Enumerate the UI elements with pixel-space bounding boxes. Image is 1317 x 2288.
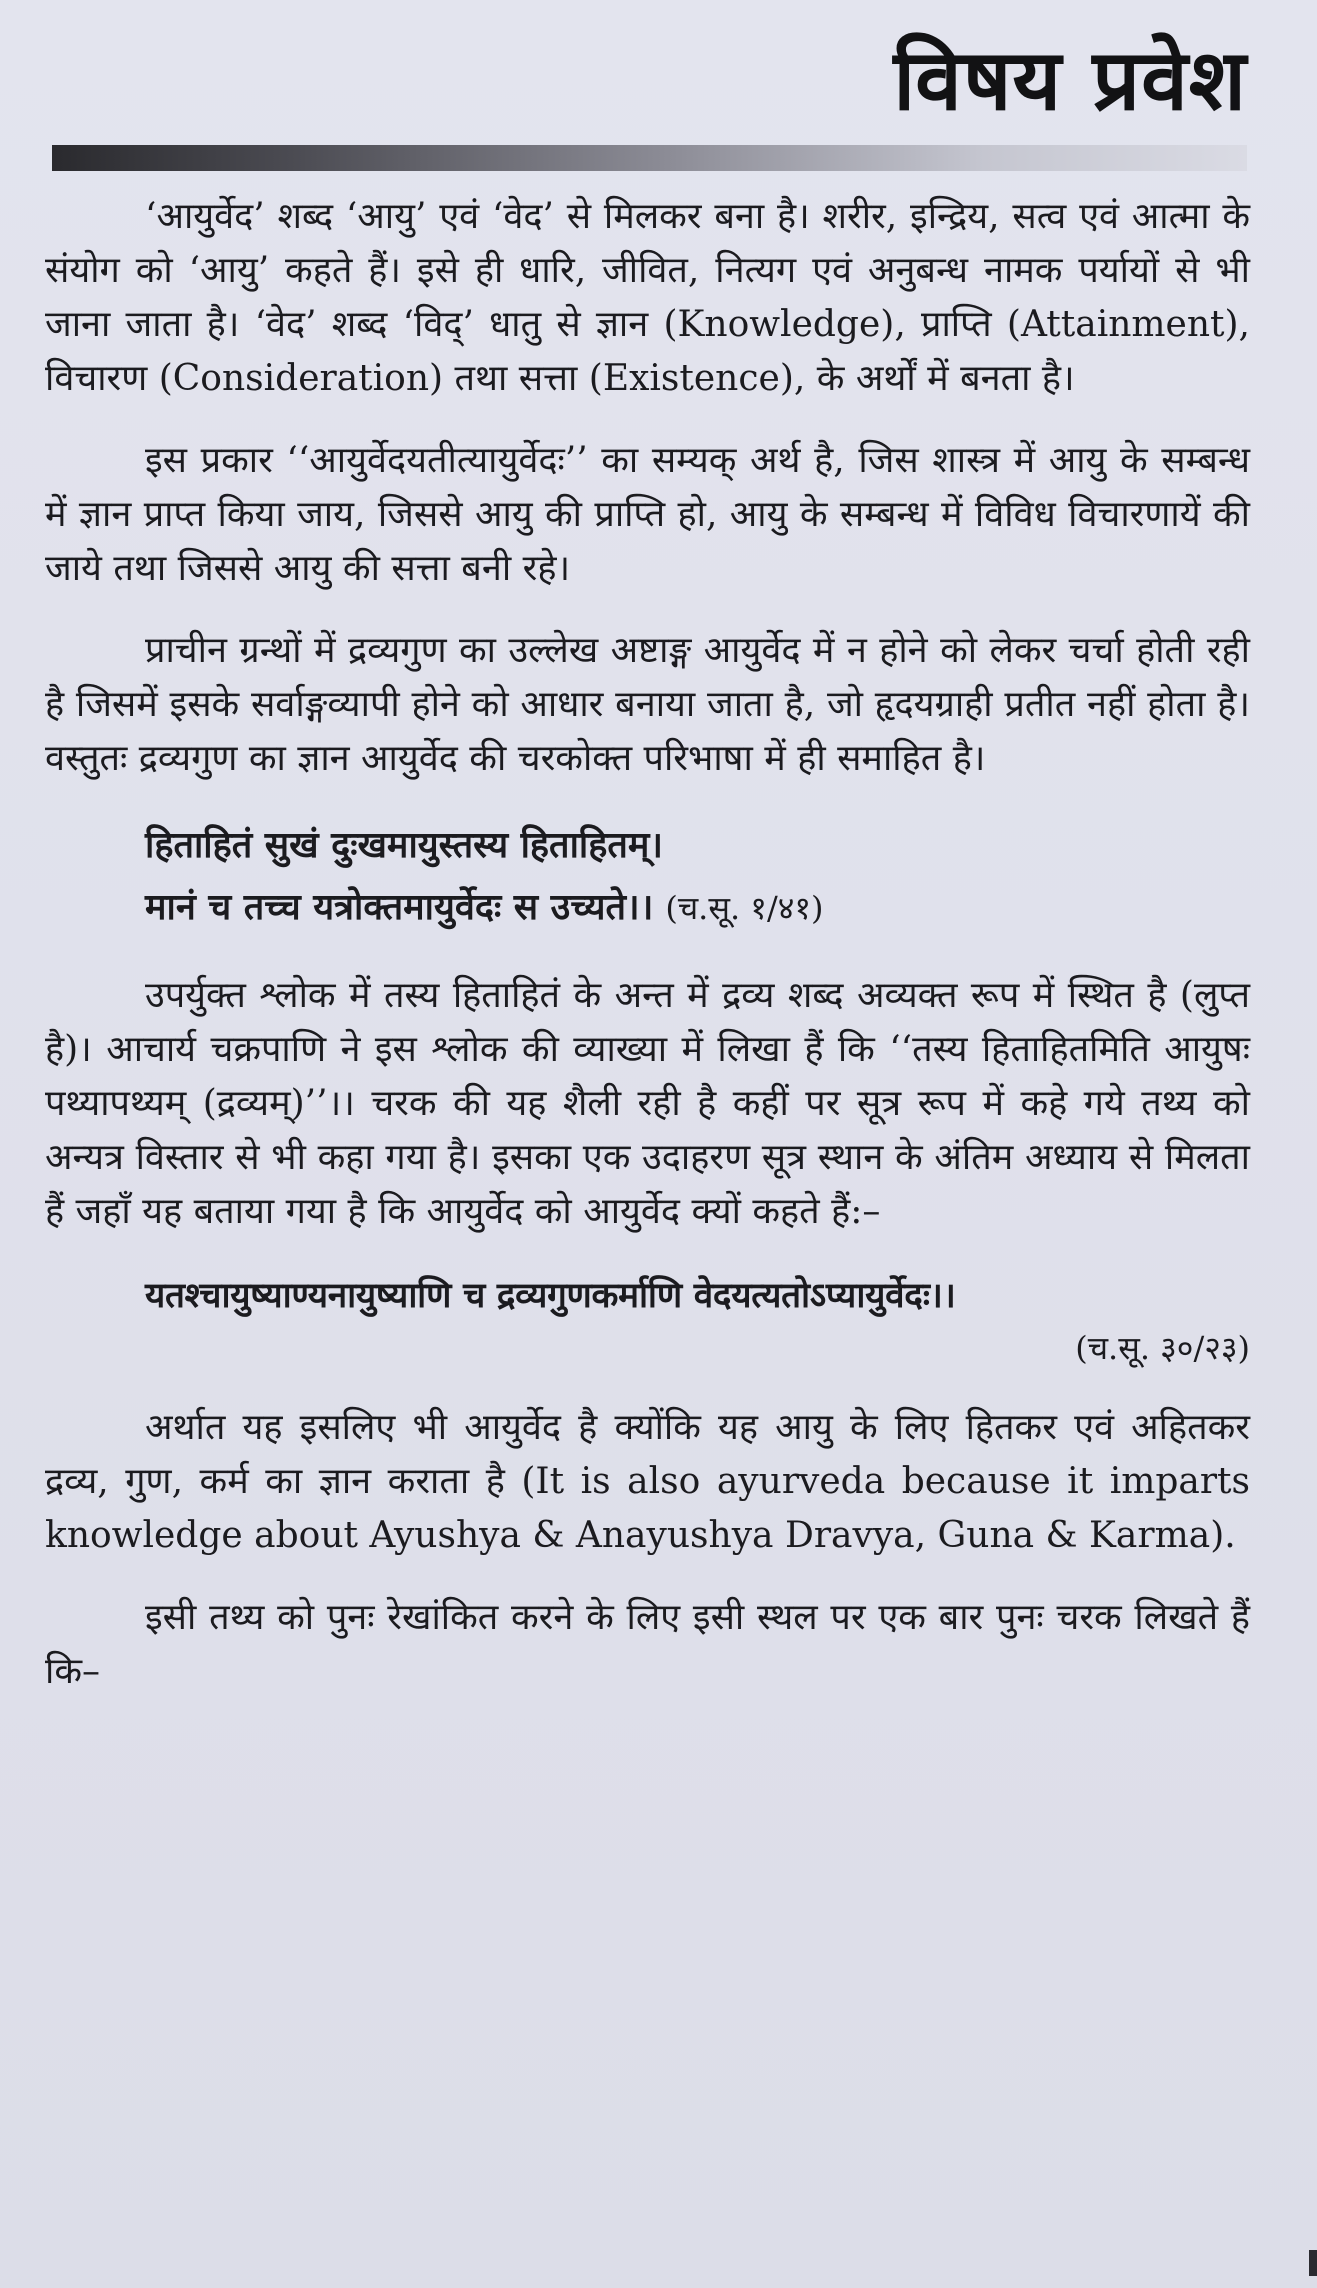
verse-1-line-2: [45, 876, 1250, 939]
paragraph-4: उपर्युक्त श्लोक में तस्य हिताहितं के अन्त में द्रव्य शब्द अव्यक्त रूप में स्थित है (लुप्त है)। आचार्य चक्रपाणि ने इस श्लोक की व्याख्या में लिखा हैं कि ‘‘तस्य हिताहितमिति आयुषः पथ्यापथ्यम् (द्रव्यम्)’’।। चरक की यह शैली रही है कहीं पर सूत्र रूप में कहे गये तथ्य को अन्यत्र विस्तार से भी कहा गया है। इसका एक उदाहरण सूत्र स्थान के अंतिम अध्याय से मिलता हैं जहाँ यह बताया गया है कि आयुर्वेद को आयुर्वेद क्यों कहते हैं:–: [45, 975, 1250, 1232]
verse-1-line-2-text: मानं च तच्च यत्रोक्तमायुर्वेदः स उच्यते।।: [145, 886, 654, 928]
paragraph-2: इस प्रकार ‘‘आयुर्वेदयतीत्यायुर्वेदः’’ का सम्यक् अर्थ है, जिस शास्त्र में आयु के सम्बन्ध में ज्ञान प्राप्त किया जाय, जिससे आयु की प्राप्ति हो, आयु के सम्बन्ध में विविध विचारणायें की जाये तथा जिससे आयु की सत्ता बनी रहे।: [45, 440, 1250, 589]
page-edge-mark: [1309, 2250, 1317, 2276]
paragraph-1: ‘आयुर्वेद’ शब्द ‘आयु’ एवं ‘वेद’ से मिलकर बना है। शरीर, इन्द्रिय, सत्व एवं आत्मा के संयोग को ‘आयु’ कहते हैं। इसे ही धारि, जीवित, नित्यग एवं अनुबन्ध नामक पर्यायों से भी जाना जाता है। ‘वेद’ शब्द ‘विद्’ धातु से ज्ञान (Knowledge), प्राप्ति (Attainment), विचारण (Consideration) तथा सत्ता (Existence), के अर्थों में बनता है।: [45, 196, 1250, 399]
verse-2-reference: (च.सू. ३०/२३): [1075, 1329, 1250, 1367]
page-title: विषय प्रवेश: [893, 31, 1247, 129]
verse-block-2: [45, 1267, 1250, 1325]
verse-block-1: [45, 814, 1250, 939]
verse-1-line-1: हिताहितं सुखं दुःखमायुस्तस्य हिताहितम्।: [145, 824, 664, 866]
paragraph-3: प्राचीन ग्रन्थों में द्रव्यगुण का उल्लेख अष्टाङ्ग आयुर्वेद में न होने को लेकर चर्चा होती रही है जिसमें इसके सर्वाङ्गव्यापी होने को आधार बनाया जाता है, जो हृदयग्राही प्रतीत नहीं होता है। वस्तुतः द्रव्यगुण का ज्ञान आयुर्वेद की चरकोक्त परिभाषा में ही समाहित है।: [45, 630, 1250, 779]
paragraph-5: अर्थात यह इसलिए भी आयुर्वेद है क्योंकि यह आयु के लिए हितकर एवं अहितकर द्रव्य, गुण, कर्म का ज्ञान कराता है (It is also ayurveda because it imparts knowledge about Ayushya & Anayushya Dravya, Guna & Karma).: [45, 1407, 1250, 1556]
paragraph-6: इसी तथ्य को पुनः रेखांकित करने के लिए इसी स्थल पर एक बार पुनः चरक लिखते हैं कि–: [45, 1597, 1250, 1692]
verse-1-reference: (च.सू. १/४१): [665, 889, 824, 927]
document-body: [45, 190, 1250, 1727]
title-underline-bar: [52, 145, 1247, 171]
verse-2-line: यतश्चायुष्याण्यनायुष्याणि च द्रव्यगुणकर्माणि वेदयत्यतोऽप्यायुर्वेदः।।: [145, 1275, 956, 1316]
